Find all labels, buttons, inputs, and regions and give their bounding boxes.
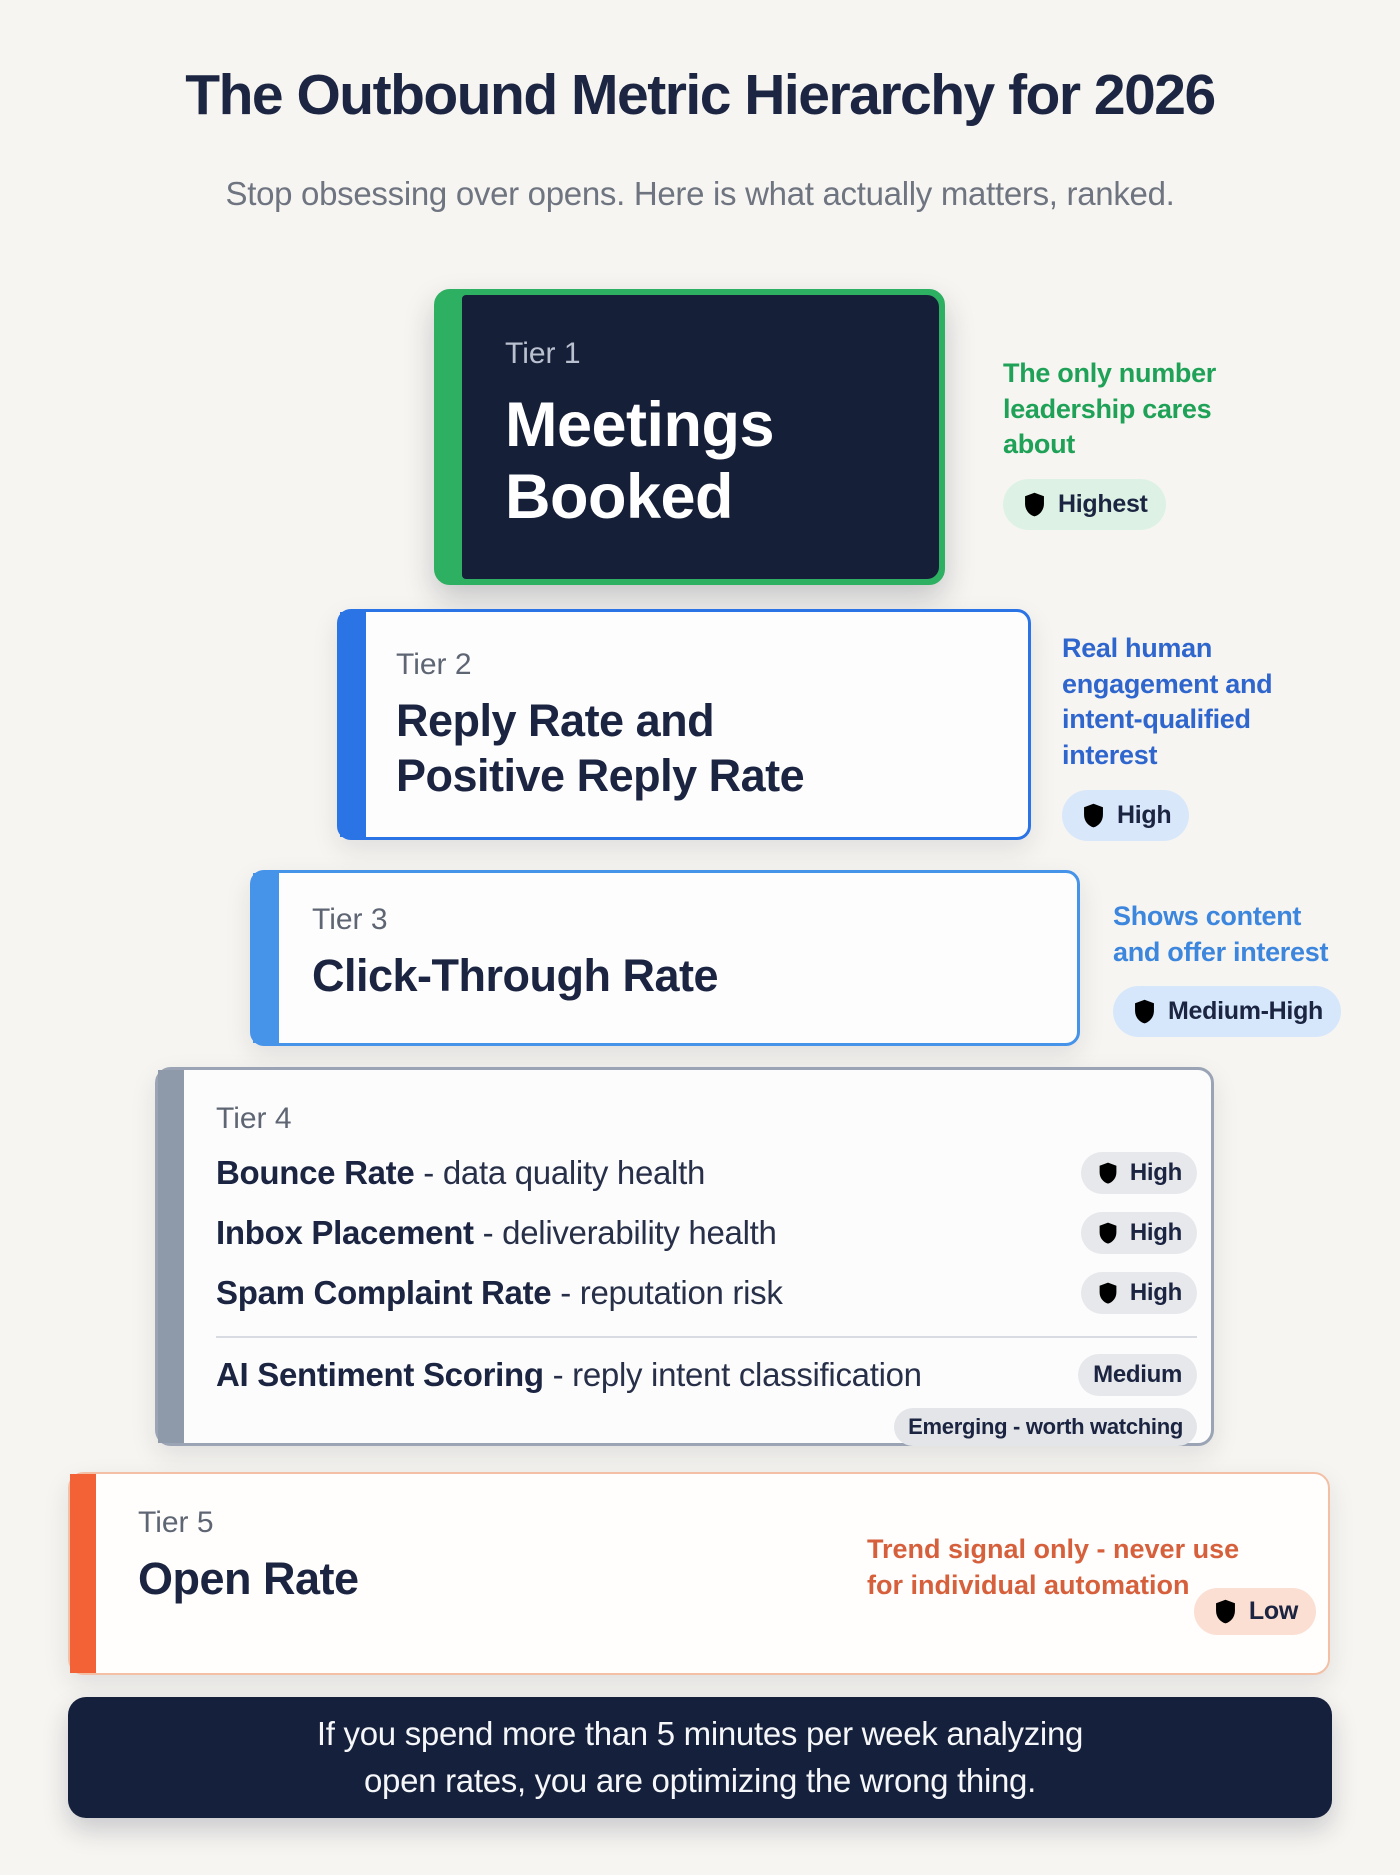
tier4-emerging-row <box>216 1408 1197 1446</box>
tier4-row-text <box>216 1356 922 1394</box>
shield-check-icon <box>1131 998 1158 1025</box>
page-subtitle: Stop obsessing over opens. Here is what actually matters, ranked. <box>225 175 1175 212</box>
tier1-title <box>505 389 919 534</box>
tier1-card <box>434 289 945 585</box>
tier4-row-badge <box>1081 1272 1197 1314</box>
tier2-annotation-line: Real human <box>1062 633 1213 663</box>
tier2-priority-badge <box>1062 790 1189 841</box>
tier4-row-bounce-rate <box>216 1150 1197 1196</box>
tier1-label: Tier 1 <box>505 337 581 370</box>
tier4-row-spam-complaint-rate <box>216 1270 1197 1316</box>
tier5-annotation-line: for individual automation <box>867 1569 1190 1600</box>
tier3-annotation-line: Shows content <box>1113 901 1302 931</box>
tier2-annotation <box>1062 631 1362 841</box>
tier4-card-body <box>184 1070 1211 1443</box>
tier1-priority-badge-label: Highest <box>1058 489 1148 518</box>
tier3-label: Tier 3 <box>312 903 388 936</box>
metric-name: Inbox Placement <box>216 1214 474 1251</box>
shield-check-icon <box>1096 1221 1120 1245</box>
tier4-row-inbox-placement <box>216 1210 1197 1256</box>
tier4-row-badge-label: High <box>1129 1279 1182 1306</box>
tier3-card <box>250 870 1080 1046</box>
tier3-priority-badge-label: Medium-High <box>1168 997 1324 1026</box>
footer-callout <box>68 1697 1332 1818</box>
page-title: The Outbound Metric Hierarchy for 2026 <box>185 63 1215 127</box>
tier1-card-inner <box>462 295 939 579</box>
tier4-ai-badge-label: Medium <box>1093 1361 1182 1388</box>
tier1-annotation-line: The only number <box>1003 358 1217 388</box>
tier5-accent-band <box>70 1474 96 1673</box>
tier5-priority-badge-label: Low <box>1248 1597 1298 1625</box>
tier2-title-line: Reply Rate and <box>396 695 715 746</box>
tier4-ai-badge <box>1078 1354 1197 1396</box>
tier4-divider <box>216 1336 1197 1338</box>
tier2-priority-badge-label: High <box>1117 800 1172 829</box>
metric-name: Bounce Rate <box>216 1154 415 1191</box>
metric-name: AI Sentiment Scoring <box>216 1356 544 1393</box>
shield-check-icon <box>1096 1161 1120 1185</box>
tier2-card <box>337 609 1031 840</box>
tier2-accent-band <box>340 612 366 837</box>
tier4-row-badge-label: High <box>1129 1219 1182 1246</box>
metric-description: - deliverability health <box>482 1214 777 1251</box>
metric-description: - reputation risk <box>560 1274 783 1311</box>
tier2-card-body <box>366 612 1028 837</box>
shield-check-icon <box>1096 1281 1120 1305</box>
tier1-title-line: Booked <box>505 462 734 533</box>
footer-line: If you spend more than 5 minutes per week analyzing <box>316 1714 1084 1752</box>
shield-check-icon <box>1021 491 1048 518</box>
tier3-accent-band <box>253 873 279 1043</box>
tier3-annotation-line: and offer interest <box>1113 936 1329 967</box>
metric-description: - reply intent classification <box>552 1356 922 1393</box>
tier2-annotation-line: interest <box>1062 739 1158 770</box>
shield-check-icon <box>1212 1598 1239 1625</box>
tier1-annotation <box>1003 356 1303 530</box>
tier4-row-badge <box>1081 1152 1197 1194</box>
tier2-label: Tier 2 <box>396 648 472 681</box>
tier5-priority-badge <box>1194 1588 1316 1635</box>
metric-description: - data quality health <box>423 1154 706 1191</box>
tier4-row-badge <box>1081 1212 1197 1254</box>
tier3-title: Click-Through Rate <box>312 950 719 1001</box>
footer-line: open rates, you are optimizing the wrong thing. <box>364 1761 1036 1799</box>
tier1-title-line: Meetings <box>505 390 775 460</box>
tier4-row-badge-label: High <box>1129 1159 1182 1186</box>
tier2-title <box>396 694 1028 804</box>
tier1-annotation-line: leadership cares <box>1003 393 1212 424</box>
tier5-annotation-line: Trend signal only - never use <box>867 1534 1240 1564</box>
shield-check-icon <box>1080 802 1107 829</box>
tier2-title-line: Positive Reply Rate <box>396 749 805 801</box>
tier1-annotation-line: about <box>1003 429 1075 460</box>
tier2-annotation-line: intent-qualified <box>1062 704 1251 735</box>
tier2-annotation-line: engagement and <box>1062 668 1273 699</box>
tier3-priority-badge <box>1113 986 1341 1037</box>
tier4-row-text <box>216 1274 783 1312</box>
tier4-accent-band <box>158 1070 184 1443</box>
tier5-title: Open Rate <box>138 1553 359 1604</box>
tier5-card <box>68 1472 1330 1675</box>
tier4-row-ai-sentiment <box>216 1352 1197 1398</box>
tier3-annotation <box>1113 899 1400 1037</box>
tier1-priority-badge <box>1003 479 1166 530</box>
tier4-row-text <box>216 1154 705 1192</box>
emerging-badge: Emerging - worth watching <box>894 1408 1197 1446</box>
tier5-label: Tier 5 <box>138 1506 214 1539</box>
metric-name: Spam Complaint Rate <box>216 1274 552 1311</box>
tier4-row-text <box>216 1214 777 1252</box>
tier4-label: Tier 4 <box>216 1102 292 1135</box>
tier3-card-body <box>279 873 1077 1043</box>
tier4-card <box>155 1067 1214 1446</box>
